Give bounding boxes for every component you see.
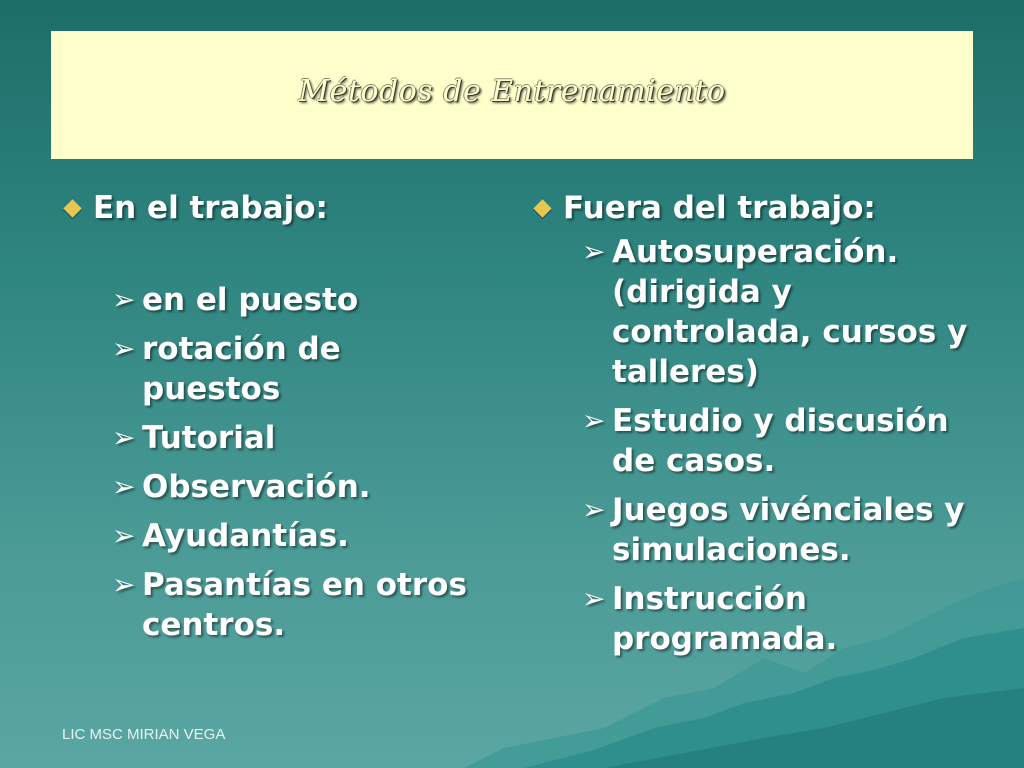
list-item [112,516,482,556]
right-heading-row [532,188,972,228]
list-item [582,579,972,659]
left-list [112,280,482,645]
list-item [112,329,482,409]
diamond-bullet-icon [63,199,81,217]
left-heading-row [62,188,482,228]
arrow-bullet-icon: ➢ [112,421,136,454]
arrow-bullet-icon: ➢ [112,332,136,365]
list-item-text: Ayudantías. [142,518,349,554]
slide-title: Métodos de Entrenamiento [298,74,726,109]
left-heading: En el trabajo: [93,190,328,226]
list-item-text: Instrucción programada. [612,581,838,657]
list-item [112,467,482,507]
arrow-bullet-icon: ➢ [582,582,606,615]
list-item-text: Pasantías en otros centros. [142,567,467,643]
footer-author: LIC MSC MIRIAN VEGA [62,726,226,743]
list-item-text: en el puesto [142,282,359,318]
right-heading: Fuera del trabajo: [563,190,876,226]
list-item-text: Tutorial [142,420,276,456]
list-item-text: Estudio y discusión de casos. [612,403,949,479]
arrow-bullet-icon: ➢ [112,568,136,601]
list-item [582,232,972,392]
list-item [112,565,482,645]
list-item-text: Observación. [142,469,371,505]
list-item [112,418,482,458]
arrow-bullet-icon: ➢ [582,493,606,526]
arrow-bullet-icon: ➢ [582,235,606,268]
list-item-text: rotación de puestos [142,331,341,407]
arrow-bullet-icon: ➢ [112,470,136,503]
list-item-text: Autosuperación. (dirigida y controlada, cursos y talleres) [612,234,968,390]
list-item [582,490,972,570]
arrow-bullet-icon: ➢ [582,404,606,437]
arrow-bullet-icon: ➢ [112,283,136,316]
list-item-text: Juegos vivénciales y simulaciones. [612,492,965,568]
right-list [582,232,972,659]
right-column [532,188,972,668]
list-item [582,401,972,481]
left-spacer [62,232,482,280]
diamond-bullet-icon [533,199,551,217]
list-item [112,280,482,320]
arrow-bullet-icon: ➢ [112,519,136,552]
left-column [62,188,482,654]
